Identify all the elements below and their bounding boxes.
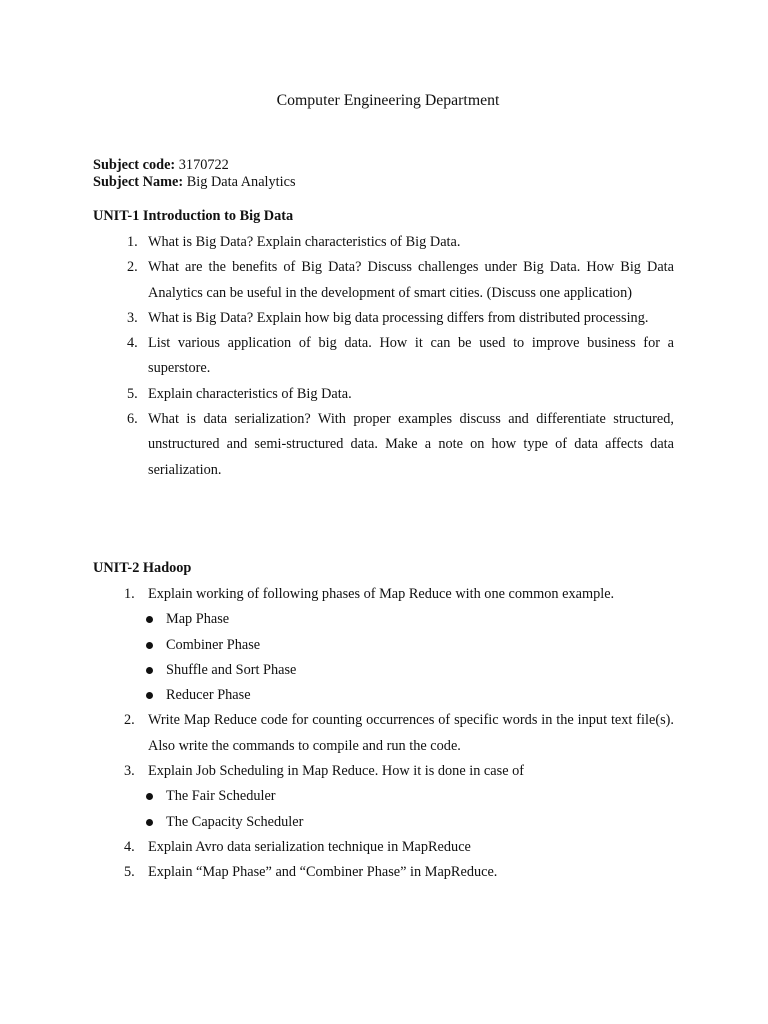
bullet-item xyxy=(148,784,674,809)
question-number: 5. xyxy=(127,385,138,402)
bullet-text: Map Phase xyxy=(166,611,230,628)
question-number: 5. xyxy=(124,864,135,881)
unit-2-heading: UNIT-2 Hadoop xyxy=(93,560,192,576)
question-item xyxy=(122,835,674,860)
question-item xyxy=(122,230,674,255)
question-number: 2. xyxy=(127,259,138,276)
question-item xyxy=(122,331,674,382)
question-item xyxy=(122,382,674,407)
question-text: Explain “Map Phase” and “Combiner Phase” in MapReduce. xyxy=(148,864,498,881)
bullet-item xyxy=(148,607,674,632)
bullet-text: Shuffle and Sort Phase xyxy=(166,661,297,678)
question-text: What is Big Data? Explain how big data processing differs from distributed processing. xyxy=(148,309,649,326)
question-number: 1. xyxy=(127,234,138,250)
bullet-icon xyxy=(146,667,153,674)
bullet-icon xyxy=(146,642,153,649)
subject-name-value: Big Data Analytics xyxy=(186,174,296,190)
bullet-icon xyxy=(146,819,153,826)
unit-2-question-list xyxy=(122,582,674,886)
bullet-text: Combiner Phase xyxy=(166,636,261,653)
subject-info xyxy=(93,157,296,191)
bullet-icon xyxy=(146,793,153,800)
bullet-item xyxy=(148,683,674,708)
bullet-text: Reducer Phase xyxy=(166,687,251,704)
question-number: 4. xyxy=(124,838,135,855)
question-text: Write Map Reduce code for counting occurrences of specific words in the input text file(s). Also write the commands to compile and run the code. xyxy=(148,712,674,754)
subject-code-value: 3170722 xyxy=(178,157,229,173)
question-text: List various application of big data. How it can be used to improve business for a superstore. xyxy=(148,335,674,377)
question-text: Explain Avro data serialization technique in MapReduce xyxy=(148,838,471,855)
subject-name-line xyxy=(93,174,296,191)
question-item xyxy=(122,708,674,759)
subject-code-line xyxy=(93,157,296,174)
question-number: 1. xyxy=(124,586,135,602)
bullet-text: The Fair Scheduler xyxy=(166,788,276,805)
question-number: 3. xyxy=(127,309,138,326)
department-title: Computer Engineering Department xyxy=(276,92,500,109)
question-text: What is Big Data? Explain characteristics of Big Data. xyxy=(148,234,461,250)
question-item xyxy=(122,759,674,835)
bullet-item xyxy=(148,810,674,835)
bullet-icon xyxy=(146,692,153,699)
question-text: Explain Job Scheduling in Map Reduce. How it is done in case of xyxy=(148,763,525,780)
bullet-text: The Capacity Scheduler xyxy=(166,813,304,830)
question-item xyxy=(122,860,674,885)
subject-code-label: Subject code: xyxy=(93,157,176,173)
subject-name-label: Subject Name: xyxy=(93,174,184,190)
unit-1-question-list xyxy=(122,230,674,483)
question-text: Explain working of following phases of Map Reduce with one common example. xyxy=(148,586,615,602)
question-text: What is data serialization? With proper examples discuss and differentiate structured, unstructured and semi-structured data. Make a note on how type of data affects data serialization. xyxy=(148,411,674,478)
question-number: 6. xyxy=(127,411,138,428)
sub-bullet-list xyxy=(148,784,674,835)
question-number: 4. xyxy=(127,335,138,352)
bullet-item xyxy=(148,658,674,683)
question-item xyxy=(122,407,674,483)
sub-bullet-list xyxy=(148,607,674,708)
question-text: What are the benefits of Big Data? Discuss challenges under Big Data. How Big Data Analytics can be useful in the development of smart cities. (Discuss one application) xyxy=(148,259,674,301)
question-item xyxy=(122,255,674,306)
question-number: 3. xyxy=(124,763,135,780)
question-number: 2. xyxy=(124,712,135,729)
question-item xyxy=(122,306,674,331)
question-item xyxy=(122,582,674,708)
bullet-icon xyxy=(146,616,153,623)
bullet-item xyxy=(148,633,674,658)
question-text: Explain characteristics of Big Data. xyxy=(148,385,352,402)
unit-1-heading: UNIT-1 Introduction to Big Data xyxy=(93,208,294,224)
